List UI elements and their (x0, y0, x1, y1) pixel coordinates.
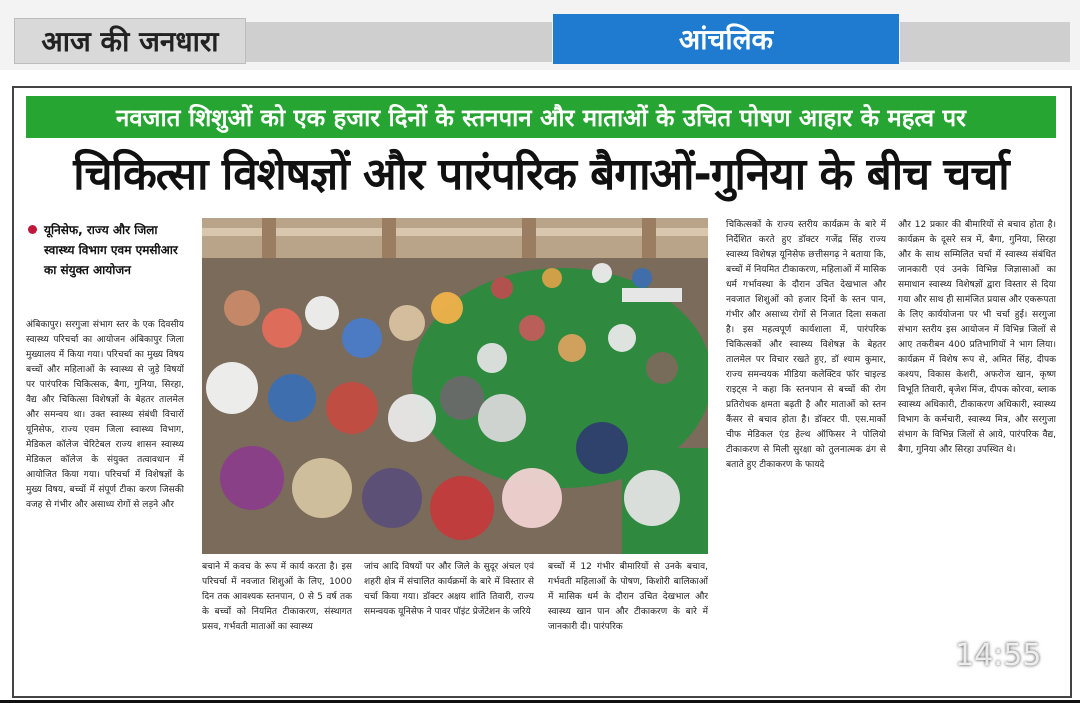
article-headline: चिकित्सा विशेषज्ञों और पारंपरिक बैगाओं-गुनिया के बीच चर्चा (73, 149, 1009, 200)
article-subheadline: नवजात शिशुओं को एक हजार दिनों के स्तनपान और माताओं के उचित पोषण आहार के महत्व पर (26, 96, 1056, 138)
article-column-5: चिकित्सकों के राज्य स्तरीय कार्यक्रम के बारे में निर्देशित करते हुए डॉक्टर गजेंद्र सिंह राज्य स्वास्थ्य विशेषज्ञ यूनिसेफ छत्तीसगढ़ ने बताया कि, बच्चों में नियमित टीकाकरण, महिलाओं में मासिक धर्म गर्भावस्था के दौरान उचित देखभाल और नवजात शिशुओं को हजार दिनों के स्तन पान, गंभीर और असाध्य रोगों से निजात दिला सकता है। इस महत्वपूर्ण कार्यशाला में, पारंपरिक चिकित्सकों और स्वास्थ्य विशेषज्ञ के बेहतर तालमेल पर विचार रखते हुए, डॉ श्याम कुमार, राज्य समन्वयक मीडिया कलेक्टिव फॉर चाइल्ड राइट्स ने कहा कि स्तनपान से बच्चों की रोग प्रतिरोधक क्षमता बढ़ती है और माताओं को स्तन कैंसर से बचाव होता है। डॉक्टर पी. एस.मार्को चीफ मेडिकल एंड हेल्थ ऑफिसर ने पोलियो टीकाकरण से मिली सुरक्षा को तुलनात्मक ढंग से बताते हुए टीकाकरण के फायदे (726, 220, 886, 470)
article-column-4: बच्चों में 12 गंभीर बीमारियों से उनके बचाव, गर्भवती महिलाओं के पोषण, किशोरी बालिकाओं में मासिक धर्म के दौरान उचित देखभाल और स्वास्थ्य खान पान और टीकाकरण के बारे में जानकारी दी। पारंपरिक (548, 562, 708, 632)
crowd-photo-illustration (202, 218, 708, 554)
article-column-3: जांच आदि विषयों पर और जिले के सुदूर अंचल एवं शहरी क्षेत्र में संचालित कार्यक्रमों के बारे में विस्तार से चर्चा किया गया। डॉक्टर अक्षय शांति तिवारी, राज्य समन्वयक यूनिसेफ ने पावर पॉइंट प्रेजेंटेशन के जरिये (364, 562, 534, 617)
bullet-dot-icon (28, 225, 37, 234)
header-strip-right (900, 22, 1070, 62)
newspaper-masthead: आज की जनधारा (14, 18, 246, 64)
bullet-text: यूनिसेफ, राज्य और जिला स्वास्थ्य विभाग एवम एमसीआर का संयुक्त आयोजन (44, 223, 178, 277)
header-strip (246, 22, 552, 62)
event-photo (202, 218, 708, 554)
section-label: आंचलिक (553, 14, 899, 64)
status-clock: 14:55 (955, 638, 1042, 673)
article-column-2: बचाने में कवच के रूप में कार्य करता है। इस परिचर्चा में नवजात शिशुओं के लिए, 1000 दिन तक आवश्यक स्तनपान, 0 से 5 वर्ष तक के बच्चों को नियमित टीकाकरण, संस्थागत प्रसव, गर्भवती माताओं का स्वास्थ्य (202, 562, 352, 632)
highlight-bullet (28, 220, 178, 312)
article-column-1: अंबिकापुर। सरगुजा संभाग स्तर के एक दिवसीय स्वास्थ्य परिचर्चा का आयोजन अंबिकापुर जिला मुख्यालय में किया गया। परिचर्चा का मुख्य विषय बच्चों और महिलाओं के स्वास्थ्य से जुड़े विषयों पर पारंपरिक चिकित्सक, बैगा, गुनिया, सिरहा, वैद्य और चिकित्सा विशेषज्ञों के बेहतर तालमेल और समन्वय था। उक्त स्वास्थ्य संबंधी विचारों यूनिसेफ, राज्य एवम जिला स्वास्थ्य विभाग, मेडिकल कॉलेज चेरिटेबल राज्य शासन स्वास्थ्य मेडिकल कॉलेज के संयुक्त तत्वावधान में आयोजित किया गया। परिचर्चा में विशेषज्ञों के मुख्य विषय, बच्चों में संपूर्ण टीका करण जिसकी वजह से गंभीर और असाध्य रोगों से लड़ने और (26, 320, 184, 510)
article-column-6: और 12 प्रकार की बीमारियों से बचाव होता है। कार्यक्रम के दूसरे सत्र में, बैगा, गुनिया, सिरहा और के साथ सम्मिलित चर्चा में स्वास्थ्य संबंधित जानकारी एवं उनके विभिन्न जिज्ञासाओं का समाधान स्वास्थ्य विशेषज्ञों द्वारा विस्तार से दिया गया और साथ ही सामंजित प्रयास और एकरूपता के लिए कार्ययोजना पर भी चर्चा हुई। सरगुजा संभाग स्तरीय इस आयोजन में विभिन्न जिलों से आए तकरीबन 400 प्रतिभागियों ने भाग लिया। कार्यक्रम में विशेष रूप से, अमित सिंह, दीपक कश्यप, विकास केशरी, अफरोज खान, कृष्ण विभूति तिवारी, बृजेश मिंज, दीपक कोरवा, ब्लाक स्वास्थ्य अधिकारी, टीकाकरण अधिकारी, स्वास्थ्य विभाग के कर्मचारी, स्वास्थ्य मित्र, और सरगुजा संभाग के विभिन्न जिलों से आये, पारंपरिक वैद्य, बैगा, गुनिया और सिरहा उपस्थित थे। (898, 220, 1056, 455)
